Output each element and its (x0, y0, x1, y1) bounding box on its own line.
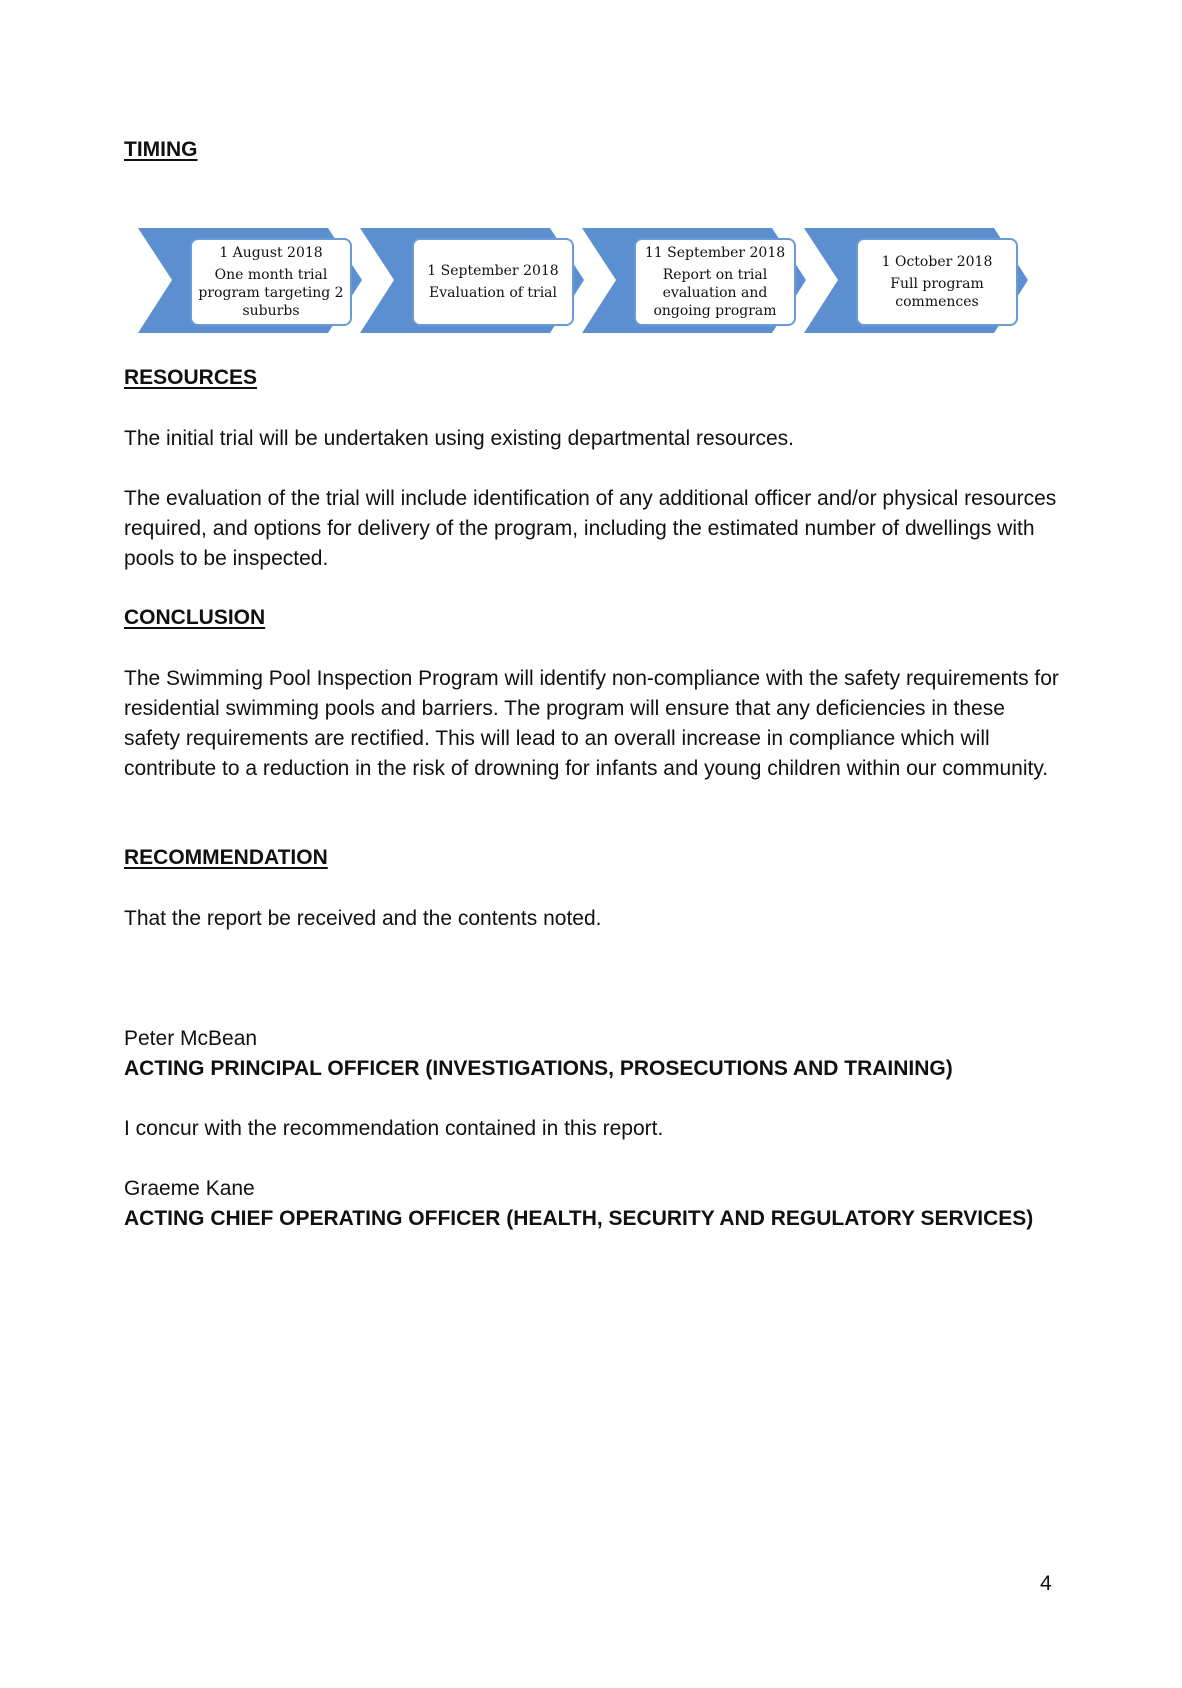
timeline-date: 1 August 2018 (219, 245, 323, 261)
timeline-card (634, 238, 796, 326)
resources-heading: RESOURCES (124, 366, 258, 389)
timing-heading: TIMING (124, 138, 198, 161)
concurrence-statement: I concur with the recommendation contained in this report. (124, 1117, 664, 1140)
signatory-name-1: Peter McBean (124, 1027, 258, 1050)
timeline-step-2 (360, 228, 600, 333)
timeline-step-3 (582, 228, 822, 333)
timeline-description: Evaluation of trial (429, 285, 557, 301)
timeline-description: One month trial program targeting 2 suburbs (198, 267, 344, 319)
conclusion-heading: CONCLUSION (124, 606, 266, 629)
signatory-title-1: ACTING PRINCIPAL OFFICER (INVESTIGATIONS, PROSECUTIONS AND TRAINING) (124, 1057, 953, 1080)
recommendation-heading: RECOMMENDATION (124, 846, 328, 869)
timeline-card (856, 238, 1018, 326)
timeline-date: 11 September 2018 (644, 245, 786, 261)
timeline-date: 1 October 2018 (881, 254, 993, 270)
resources-paragraph-1: The initial trial will be undertaken using existing departmental resources. (124, 427, 795, 450)
timing-timeline (138, 228, 1028, 333)
signatory-name-2: Graeme Kane (124, 1177, 255, 1200)
timeline-card (190, 238, 352, 326)
signatory-title-2: ACTING CHIEF OPERATING OFFICER (HEALTH, SECURITY AND REGULATORY SERVICES) (124, 1207, 1034, 1230)
timeline-card (412, 238, 574, 326)
recommendation-paragraph: That the report be received and the contents noted. (124, 907, 602, 930)
timeline-step-4 (804, 228, 1044, 333)
resources-paragraph-2: The evaluation of the trial will include identification of any additional officer and/or physical resources required, and options for delivery of the program, including the estimated number of dwellings with pools to be inspected. (124, 487, 1057, 570)
timeline-description: Report on trial evaluation and ongoing program (653, 267, 777, 319)
timeline-date: 1 September 2018 (427, 263, 559, 279)
page-number: 4 (1040, 1572, 1052, 1595)
timeline-description: Full program commences (890, 276, 984, 310)
conclusion-paragraph: The Swimming Pool Inspection Program will identify non-compliance with the safety requirements for residential swimming pools and barriers. The program will ensure that any deficiencies in these safety requirements are rectified. This will lead to an overall increase in compliance which will contribute to a reduction in the risk of drowning for infants and young children within our community. (124, 667, 1059, 780)
timeline-step-1 (138, 228, 378, 333)
